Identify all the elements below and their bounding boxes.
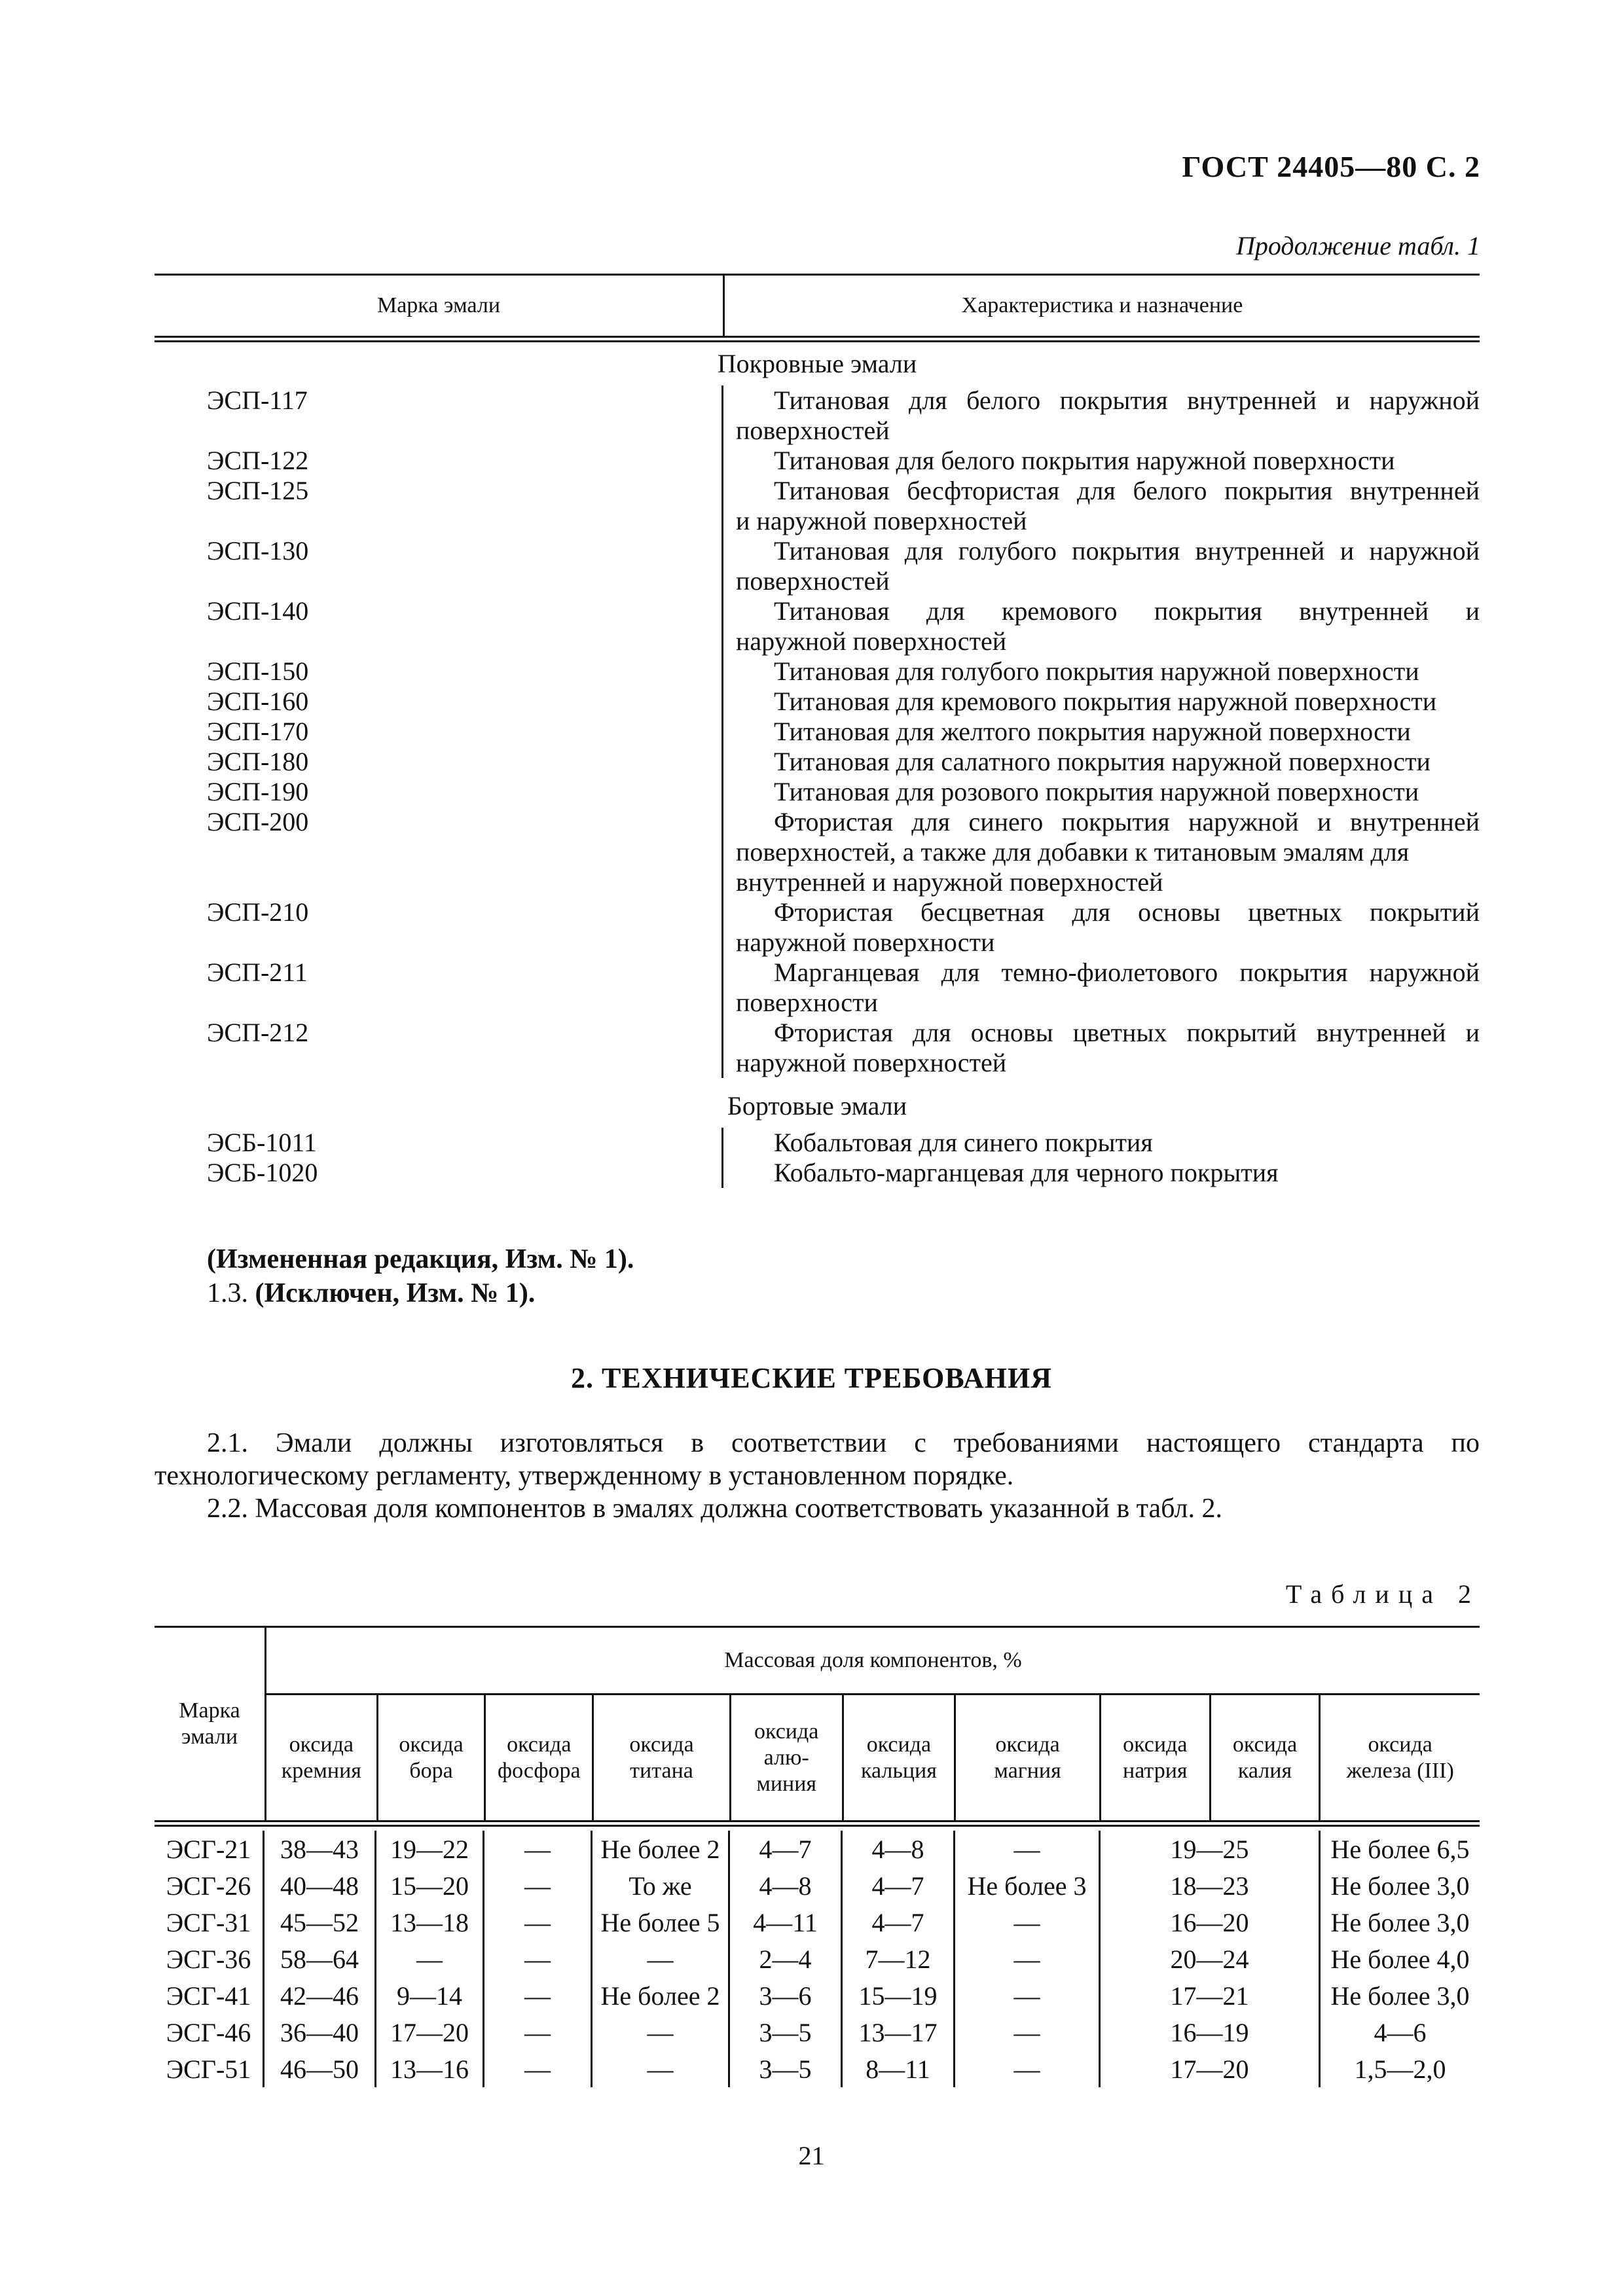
phosphorus-oxide: — bbox=[484, 2014, 593, 2051]
section-title: Покровные эмали bbox=[717, 349, 917, 378]
titanium-oxide: Не более 2 bbox=[593, 1977, 730, 2014]
column-subheader: оксида кремния bbox=[266, 1695, 378, 1820]
boron-oxide: 19—22 bbox=[376, 1831, 484, 1867]
table-row bbox=[155, 1904, 1480, 1941]
iron-oxide: Не более 3,0 bbox=[1330, 1907, 1470, 1937]
description-line: поверхности bbox=[736, 988, 878, 1017]
enamel-mark: ЭСП-140 bbox=[207, 596, 309, 626]
enamel-description bbox=[723, 958, 1480, 1018]
enamel-description bbox=[723, 717, 1480, 747]
column-subheader: оксида натрия bbox=[1101, 1695, 1211, 1820]
aluminium-oxide: 4—7 bbox=[730, 1831, 843, 1867]
magnesium-oxide: — bbox=[955, 2051, 1101, 2087]
silicon-oxide: 58—64 bbox=[264, 1941, 376, 1977]
enamel-description bbox=[723, 897, 1480, 958]
table-2-title: Таблица 2 bbox=[1285, 1579, 1480, 1609]
description-line: Титановая для кремового покрытия наружной поверхности bbox=[774, 687, 1437, 716]
description-line: Титановая для салатного покрытия наружной поверхности bbox=[774, 747, 1431, 776]
description-line: поверхностей bbox=[736, 416, 890, 445]
magnesium-oxide: — bbox=[955, 1977, 1101, 2014]
silicon-oxide: 46—50 bbox=[264, 2051, 376, 2087]
description-line: Титановая для желтого покрытия наружной поверхности bbox=[774, 717, 1411, 746]
enamel-description bbox=[723, 656, 1480, 687]
table-row bbox=[155, 446, 1480, 476]
titanium-oxide: Не более 5 bbox=[593, 1904, 730, 1941]
aluminium-oxide: 2—4 bbox=[730, 1941, 843, 1977]
titanium-oxide: Не более 2 bbox=[593, 1831, 730, 1867]
enamel-mark: ЭСГ-26 bbox=[155, 1867, 264, 1904]
sodium-potassium-oxide: 18—23 bbox=[1101, 1867, 1321, 1904]
boron-oxide: — bbox=[376, 1941, 484, 1977]
column-subheader: оксида магния bbox=[956, 1695, 1101, 1820]
iron-oxide: Не более 6,5 bbox=[1330, 1834, 1470, 1864]
description-line: Титановая для кремового покрытия внутренней и bbox=[774, 596, 1480, 626]
page-number: 21 bbox=[798, 2141, 825, 2170]
column-group-header-mass-fraction: Массовая доля компонентов, % bbox=[266, 1628, 1480, 1695]
description-line: Кобальтовая для синего покрытия bbox=[774, 1128, 1153, 1157]
sodium-potassium-oxide: 19—25 bbox=[1101, 1831, 1321, 1867]
note-changed-edition: (Измененная редакция, Изм. № 1). bbox=[207, 1244, 634, 1274]
section-rows bbox=[155, 386, 1480, 1078]
enamel-mark: ЭСП-211 bbox=[207, 958, 308, 987]
enamel-mark: ЭСП-210 bbox=[207, 897, 309, 927]
enamel-description bbox=[723, 687, 1480, 717]
sodium-potassium-oxide: 16—20 bbox=[1101, 1904, 1321, 1941]
enamel-mark: ЭСГ-41 bbox=[155, 1977, 264, 2014]
column-subheaders bbox=[266, 1695, 1480, 1820]
table-row bbox=[155, 958, 1480, 1018]
titanium-oxide: То же bbox=[593, 1867, 730, 1904]
table-row bbox=[155, 536, 1480, 596]
enamel-mark: ЭСГ-46 bbox=[155, 2014, 264, 2051]
enamel-description bbox=[723, 1158, 1480, 1188]
table-row bbox=[155, 2014, 1480, 2051]
sodium-potassium-oxide: 17—20 bbox=[1101, 2051, 1321, 2087]
enamel-mark: ЭСП-212 bbox=[207, 1018, 309, 1047]
document-reference: ГОСТ 24405—80 С. 2 bbox=[1182, 150, 1480, 183]
table-row bbox=[155, 687, 1480, 717]
enamel-mark: ЭСГ-31 bbox=[155, 1904, 264, 1941]
table-1-body bbox=[155, 342, 1480, 1188]
table-row bbox=[155, 2051, 1480, 2087]
iron-oxide: 4—6 bbox=[1374, 2017, 1427, 2047]
enamel-description bbox=[723, 807, 1480, 897]
column-subheader: оксида кальция bbox=[844, 1695, 957, 1820]
paragraph-2-1: 2.1. Эмали должны изготовляться в соответствии с требованиями настоящего стандарта по технологическому регламенту, утвержденному в установленном порядке. bbox=[155, 1428, 1480, 1491]
table-row bbox=[155, 386, 1480, 446]
phosphorus-oxide: — bbox=[484, 1904, 593, 1941]
phosphorus-oxide: — bbox=[484, 1977, 593, 2014]
boron-oxide: 17—20 bbox=[376, 2014, 484, 2051]
paragraph-2-2: 2.2. Массовая доля компонентов в эмалях должна соответствовать указанной в табл. 2. bbox=[207, 1494, 1222, 1524]
table-row bbox=[155, 717, 1480, 747]
table-1 bbox=[155, 274, 1480, 1188]
calcium-oxide: 4—8 bbox=[843, 1831, 955, 1867]
silicon-oxide: 45—52 bbox=[264, 1904, 376, 1941]
enamel-mark: ЭСП-190 bbox=[207, 777, 309, 806]
table-row bbox=[155, 1831, 1480, 1867]
enamel-description bbox=[723, 747, 1480, 777]
enamel-mark: ЭСП-180 bbox=[207, 747, 309, 776]
silicon-oxide: 42—46 bbox=[264, 1977, 376, 2014]
table-row bbox=[155, 476, 1480, 536]
boron-oxide: 13—16 bbox=[376, 2051, 484, 2087]
enamel-mark: ЭСП-150 bbox=[207, 656, 309, 686]
aluminium-oxide: 4—11 bbox=[730, 1904, 843, 1941]
column-header-mark: Марка эмали bbox=[155, 276, 725, 336]
table-row bbox=[155, 1128, 1480, 1158]
table-row bbox=[155, 1977, 1480, 2014]
table-row bbox=[155, 1941, 1480, 1977]
table-row bbox=[155, 1867, 1480, 1904]
column-subheader: оксида бора bbox=[378, 1695, 486, 1820]
note-item-excluded: 1.3. (Исключен, Изм. № 1). bbox=[207, 1278, 536, 1308]
sodium-potassium-oxide: 17—21 bbox=[1101, 1977, 1321, 2014]
silicon-oxide: 36—40 bbox=[264, 2014, 376, 2051]
description-line: Титановая для голубого покрытия внутренней и наружной bbox=[774, 536, 1480, 565]
silicon-oxide: 38—43 bbox=[264, 1831, 376, 1867]
enamel-mark: ЭСБ-1020 bbox=[207, 1158, 318, 1187]
description-line: Титановая для белого покрытия наружной поверхности bbox=[774, 446, 1395, 475]
sodium-potassium-oxide: 16—19 bbox=[1101, 2014, 1321, 2051]
enamel-description bbox=[723, 1128, 1480, 1158]
table-1-header bbox=[155, 276, 1480, 338]
table-row bbox=[155, 1158, 1480, 1188]
description-line: Титановая для белого покрытия внутренней и наружной bbox=[774, 386, 1480, 415]
table-2 bbox=[155, 1626, 1480, 2087]
calcium-oxide: 7—12 bbox=[843, 1941, 955, 1977]
aluminium-oxide: 3—5 bbox=[730, 2051, 843, 2087]
table-row bbox=[155, 897, 1480, 958]
description-line: поверхностей, а также для добавки к титановым эмалям для bbox=[736, 837, 1410, 867]
table-row bbox=[155, 777, 1480, 807]
magnesium-oxide: — bbox=[955, 2014, 1101, 2051]
silicon-oxide: 40—48 bbox=[264, 1867, 376, 1904]
table-row bbox=[155, 747, 1480, 777]
aluminium-oxide: 3—6 bbox=[730, 1977, 843, 2014]
calcium-oxide: 4—7 bbox=[843, 1904, 955, 1941]
boron-oxide: 15—20 bbox=[376, 1867, 484, 1904]
phosphorus-oxide: — bbox=[484, 2051, 593, 2087]
description-line: внутренней и наружной поверхностей bbox=[736, 867, 1163, 897]
enamel-mark: ЭСП-122 bbox=[207, 446, 309, 475]
table-row bbox=[155, 656, 1480, 687]
enamel-mark: ЭСБ-1011 bbox=[207, 1128, 317, 1157]
magnesium-oxide: Не более 3 bbox=[955, 1867, 1101, 1904]
sodium-potassium-oxide: 20—24 bbox=[1101, 1941, 1321, 1977]
description-line: наружной поверхностей bbox=[736, 1048, 1007, 1077]
enamel-description bbox=[723, 476, 1480, 536]
enamel-description bbox=[723, 1018, 1480, 1078]
enamel-mark: ЭСГ-36 bbox=[155, 1941, 264, 1977]
table-continuation-note: Продолжение табл. 1 bbox=[1235, 231, 1480, 260]
table-2-body bbox=[155, 1831, 1480, 2087]
enamel-description bbox=[723, 446, 1480, 476]
aluminium-oxide: 4—8 bbox=[730, 1867, 843, 1904]
column-subheader: оксида фосфора bbox=[486, 1695, 594, 1820]
enamel-description bbox=[723, 536, 1480, 596]
section-rows bbox=[155, 1128, 1480, 1188]
iron-oxide: Не более 3,0 bbox=[1330, 1981, 1470, 2011]
titanium-oxide: — bbox=[593, 2014, 730, 2051]
enamel-mark: ЭСГ-21 bbox=[155, 1831, 264, 1867]
boron-oxide: 13—18 bbox=[376, 1904, 484, 1941]
titanium-oxide: — bbox=[593, 1941, 730, 1977]
enamel-description bbox=[723, 777, 1480, 807]
description-line: наружной поверхности bbox=[736, 927, 995, 957]
column-header-mark: Марка эмали bbox=[155, 1628, 266, 1820]
column-subheader: оксида титана bbox=[594, 1695, 731, 1820]
section-heading: 2. ТЕХНИЧЕСКИЕ ТРЕБОВАНИЯ bbox=[571, 1362, 1052, 1394]
description-line: наружной поверхностей bbox=[736, 626, 1007, 656]
phosphorus-oxide: — bbox=[484, 1941, 593, 1977]
column-subheader: оксида калия bbox=[1211, 1695, 1321, 1820]
calcium-oxide: 15—19 bbox=[843, 1977, 955, 2014]
description-line: Фтористая для основы цветных покрытий внутренней и bbox=[774, 1018, 1480, 1047]
calcium-oxide: 4—7 bbox=[843, 1867, 955, 1904]
enamel-mark: ЭСП-200 bbox=[207, 807, 309, 836]
enamel-mark: ЭСГ-51 bbox=[155, 2051, 264, 2087]
description-line: Титановая бесфтористая для белого покрытия внутренней bbox=[774, 476, 1480, 505]
enamel-description bbox=[723, 386, 1480, 446]
enamel-description bbox=[723, 596, 1480, 656]
enamel-mark: ЭСП-160 bbox=[207, 687, 309, 716]
section-title: Бортовые эмали bbox=[727, 1091, 907, 1121]
description-line: Титановая для розового покрытия наружной поверхности bbox=[774, 777, 1419, 806]
magnesium-oxide: — bbox=[955, 1941, 1101, 1977]
calcium-oxide: 8—11 bbox=[843, 2051, 955, 2087]
description-line: Титановая для голубого покрытия наружной поверхности bbox=[774, 656, 1419, 686]
column-subheader: оксида алю-миния bbox=[731, 1695, 844, 1820]
magnesium-oxide: — bbox=[955, 1904, 1101, 1941]
column-subheader: оксида железа (III) bbox=[1346, 1732, 1454, 1783]
magnesium-oxide: — bbox=[955, 1831, 1101, 1867]
aluminium-oxide: 3—5 bbox=[730, 2014, 843, 2051]
description-line: Кобальто-марганцевая для черного покрытия bbox=[774, 1158, 1279, 1187]
iron-oxide: Не более 4,0 bbox=[1330, 1944, 1470, 1974]
enamel-mark: ЭСП-117 bbox=[207, 386, 308, 415]
description-line: Фтористая для синего покрытия наружной и внутренней bbox=[774, 807, 1480, 836]
column-header-description: Характеристика и назначение bbox=[961, 293, 1243, 317]
table-row bbox=[155, 1018, 1480, 1078]
table-row bbox=[155, 596, 1480, 656]
iron-oxide: 1,5—2,0 bbox=[1354, 2054, 1446, 2084]
enamel-mark: ЭСП-170 bbox=[207, 717, 309, 746]
boron-oxide: 9—14 bbox=[376, 1977, 484, 2014]
description-line: поверхностей bbox=[736, 566, 890, 596]
description-line: Фтористая бесцветная для основы цветных покрытий bbox=[774, 897, 1480, 927]
phosphorus-oxide: — bbox=[484, 1867, 593, 1904]
phosphorus-oxide: — bbox=[484, 1831, 593, 1867]
enamel-mark: ЭСП-125 bbox=[207, 476, 309, 505]
enamel-mark: ЭСП-130 bbox=[207, 536, 309, 565]
description-line: и наружной поверхностей bbox=[736, 506, 1027, 535]
description-line: Марганцевая для темно-фиолетового покрытия наружной bbox=[774, 958, 1480, 987]
iron-oxide: Не более 3,0 bbox=[1330, 1871, 1470, 1901]
table-2-header bbox=[155, 1628, 1480, 1822]
table-row bbox=[155, 807, 1480, 897]
titanium-oxide: — bbox=[593, 2051, 730, 2087]
calcium-oxide: 13—17 bbox=[843, 2014, 955, 2051]
